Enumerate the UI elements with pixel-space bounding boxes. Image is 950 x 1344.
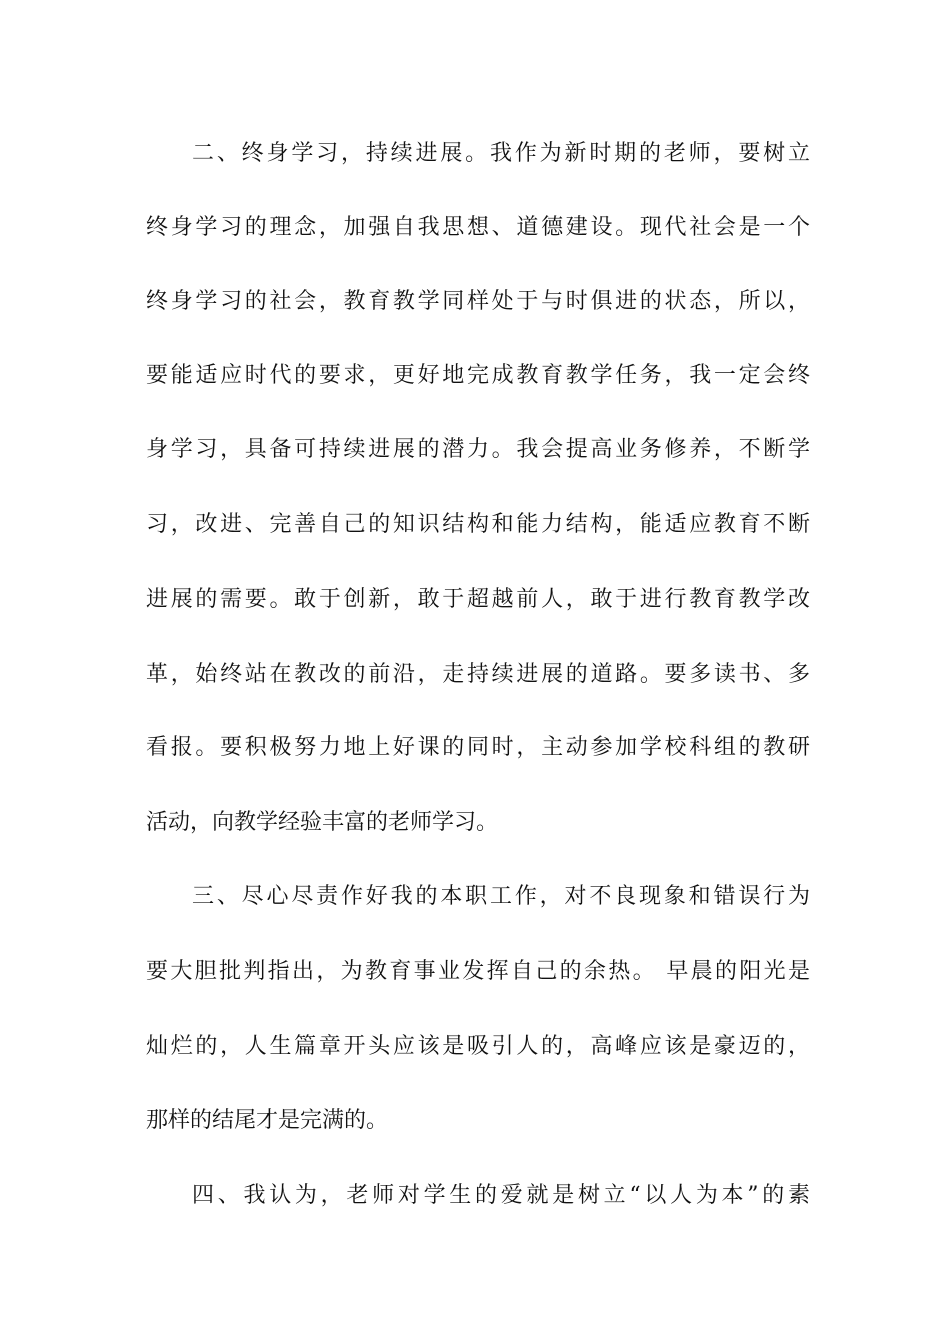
paragraph-2-line-1: 二、终身学习，持续进展。我作为新时期的老师，要树立 — [192, 141, 810, 166]
paragraph-2-line-6: 习，改进、完善自己的知识结构和能力结构，能适应教育不断 — [146, 512, 810, 537]
paragraph-2-line-5: 身学习，具备可持续进展的潜力。我会提高业务修养，不断学 — [146, 437, 810, 462]
paragraph-2-line-3: 终身学习的社会，教育教学同样处于与时俱进的状态，所以， — [146, 289, 810, 314]
paragraph-3-line-4: 那样的结尾才是完满的。 — [146, 1108, 389, 1133]
paragraph-3-line-1: 三、尽心尽责作好我的本职工作，对不良现象和错误行为 — [192, 884, 810, 909]
paragraph-2-line-10: 活动，向教学经验丰富的老师学习。 — [146, 810, 499, 835]
paragraph-2-line-4: 要能适应时代的要求，更好地完成教育教学任务，我一定会终 — [146, 363, 810, 388]
paragraph-2-line-8: 革，始终站在教改的前沿，走持续进展的道路。要多读书、多 — [146, 662, 810, 687]
paragraph-2-line-9: 看报。要积极努力地上好课的同时，主动参加学校科组的教研 — [146, 735, 810, 760]
paragraph-3-line-2: 要大胆批判指出，为教育事业发挥自己的余热。 早晨的阳光是 — [146, 959, 810, 984]
paragraph-3-line-3: 灿烂的，人生篇章开头应该是吸引人的，高峰应该是豪迈的， — [146, 1034, 810, 1059]
paragraph-4-line-1: 四、我认为，老师对学生的爱就是树立“以人为本”的素 — [192, 1183, 810, 1208]
paragraph-2-line-2: 终身学习的理念，加强自我思想、道德建设。现代社会是一个 — [146, 215, 810, 240]
paragraph-2-line-7: 进展的需要。敢于创新，敢于超越前人，敢于进行教育教学改 — [146, 587, 810, 612]
